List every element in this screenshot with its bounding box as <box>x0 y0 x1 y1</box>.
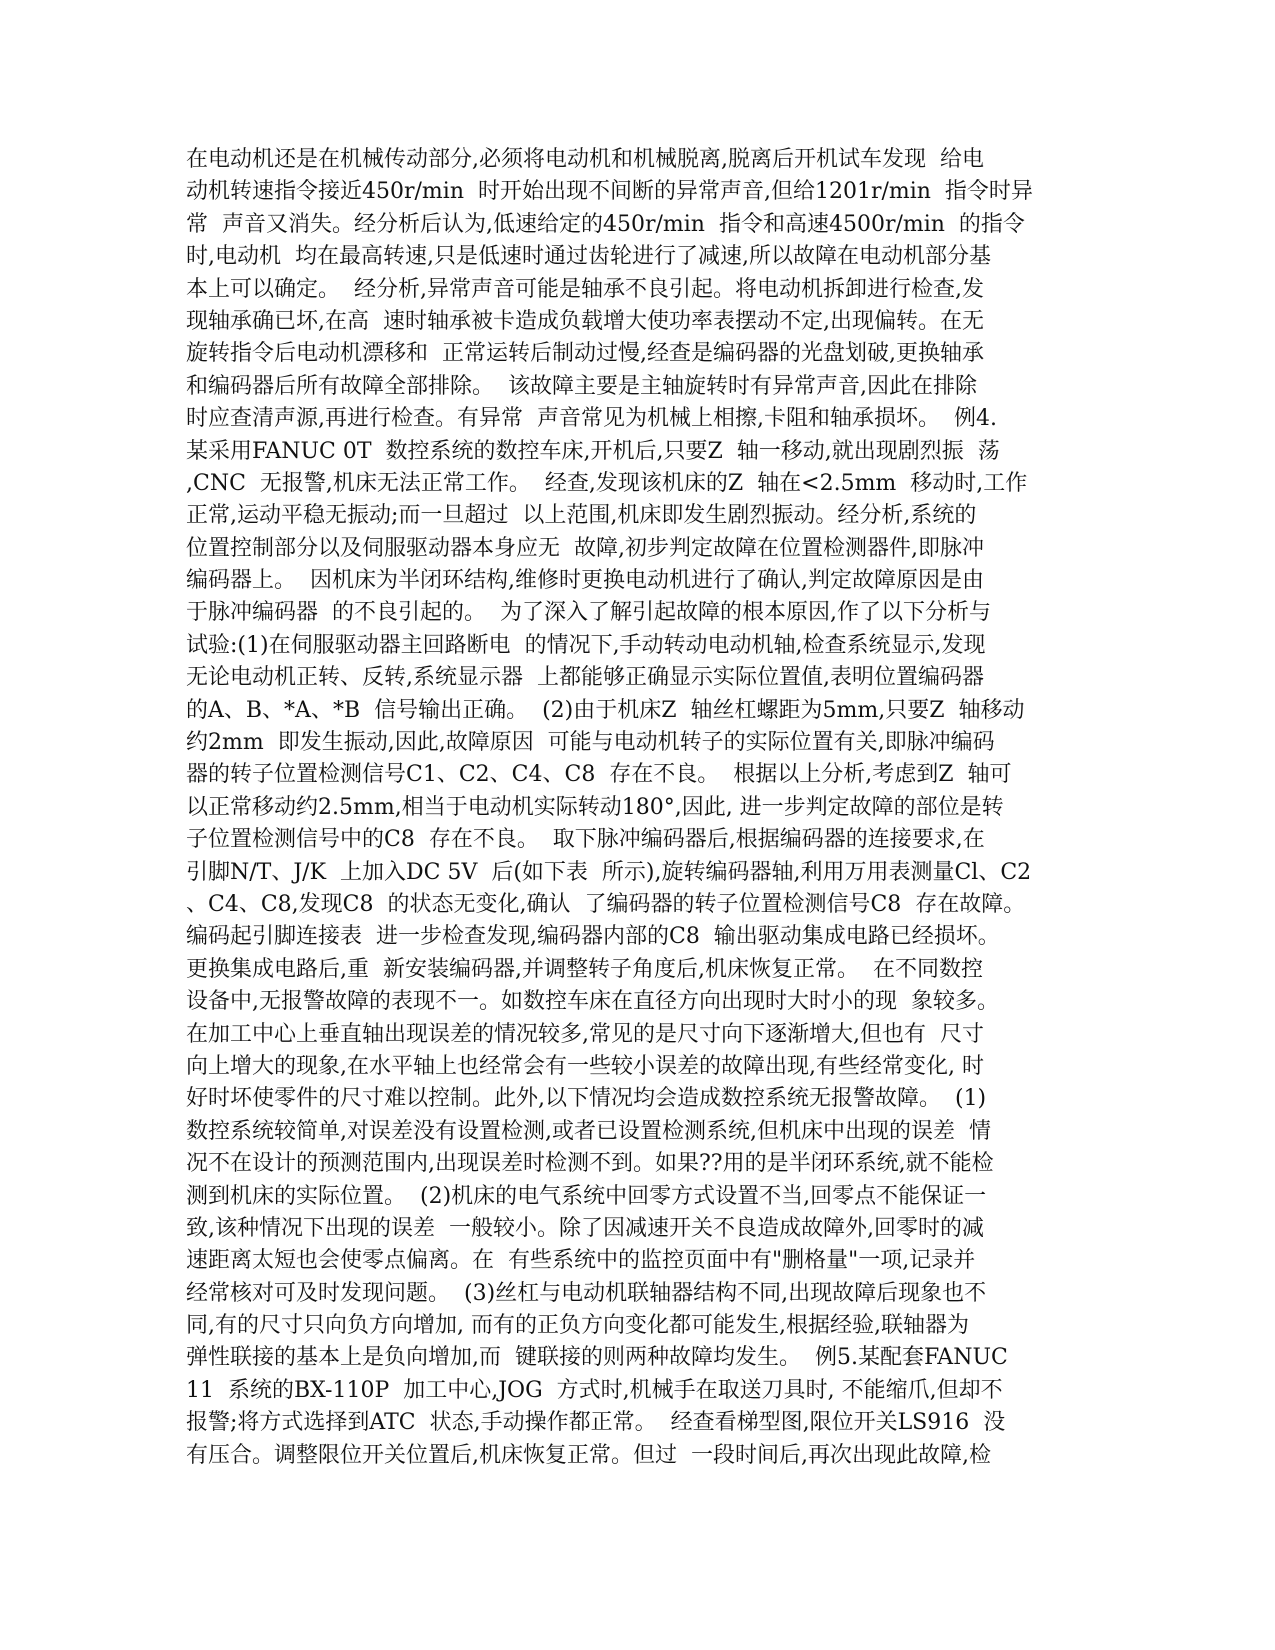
text-line: 报警;将方式选择到ATC 状态,手动操作都正常。 经查看梯型图,限位开关LS916 没 <box>186 1410 1006 1436</box>
text-line: 子位置检测信号中的C8 存在不良。 取下脉冲编码器后,根据编码器的连接要求,在 <box>186 827 985 853</box>
text-line: 同,有的尺寸只向负方向增加, 而有的正负方向变化都可能发生,根据经验,联轴器为 <box>186 1313 969 1339</box>
text-line: 器的转子位置检测信号C1、C2、C4、C8 存在不良。 根据以上分析,考虑到Z 轴可 <box>186 762 1012 788</box>
text-line: 旋转指令后电动机漂移和 正常运转后制动过慢,经查是编码器的光盘划破,更换轴承 <box>186 341 984 367</box>
text-line: 测到机床的实际位置。 (2)机床的电气系统中回零方式设置不当,回零点不能保证一 <box>186 1183 987 1209</box>
text-line: 数控系统较简单,对误差没有设置检测,或者已设置检测系统,但机床中出现的误差 情 <box>186 1118 991 1144</box>
text-line: 正常,运动平稳无振动;而一旦超过 以上范围,机床即发生剧烈振动。经分析,系统的 <box>186 503 977 529</box>
text-line: 于脉冲编码器 的不良引起的。 为了深入了解引起故障的根本原因,作了以下分析与 <box>186 600 991 626</box>
text-line: 的A、B、*A、*B 信号输出正确。 (2)由于机床Z 轴丝杠螺距为5mm,只要Z 轴移动 <box>186 697 1025 723</box>
text-line: 本上可以确定。 经分析,异常声音可能是轴承不良引起。将电动机拆卸进行检查,发 <box>186 276 984 302</box>
text-line: 速距离太短也会使零点偏离。在 有些系统中的监控页面中有"删格量"一项,记录并 <box>186 1248 976 1274</box>
text-line: 有压合。调整限位开关位置后,机床恢复正常。但过 一段时间后,再次出现此故障,检 <box>186 1442 991 1468</box>
text-line: 试验:(1)在伺服驱动器主回路断电 的情况下,手动转动电动机轴,检查系统显示,发现 <box>186 632 986 658</box>
text-line: 时,电动机 均在最高转速,只是低速时通过齿轮进行了减速,所以故障在电动机部分基 <box>186 244 991 270</box>
text-line: 经常核对可及时发现问题。 (3)丝杠与电动机联轴器结构不同,出现故障后现象也不 <box>186 1280 987 1306</box>
text-line: 现轴承确已坏,在高 速时轴承被卡造成负载增大使功率表摆动不定,出现偏转。在无 <box>186 308 984 334</box>
text-line: 向上增大的现象,在水平轴上也经常会有一些较小误差的故障出现,有些经常变化, 时 <box>186 1053 984 1079</box>
text-line: 更换集成电路后,重 新安装编码器,并调整转子角度后,机床恢复正常。 在不同数控 <box>186 956 983 982</box>
text-line: 致,该种情况下出现的误差 一般较小。除了因减速开关不良造成故障外,回零时的减 <box>186 1215 984 1241</box>
text-line: 在加工中心上垂直轴出现误差的情况较多,常见的是尺寸向下逐渐增大,但也有 尺寸 <box>186 1021 984 1047</box>
text-line: 时应查清声源,再进行检查。有异常 声音常见为机械上相擦,卡阻和轴承损坏。 例4. <box>186 406 997 432</box>
text-line: 编码器上。 因机床为半闭环结构,维修时更换电动机进行了确认,判定故障原因是由 <box>186 568 984 594</box>
text-line: 弹性联接的基本上是负向增加,而 键联接的则两种故障均发生。 例5.某配套FANUC <box>186 1345 1008 1371</box>
text-line: 好时坏使零件的尺寸难以控制。此外,以下情况均会造成数控系统无报警故障。 (1) <box>186 1086 987 1112</box>
text-line: 设备中,无报警故障的表现不一。如数控车床在直径方向出现时大时小的现 象较多。 <box>186 989 999 1015</box>
text-line: 常 声音又消失。经分析后认为,低速给定的450r/min 指令和高速4500r/min 的指令 <box>186 211 1025 237</box>
text-line: 某采用FANUC 0T 数控系统的数控车床,开机后,只要Z 轴一移动,就出现剧烈振 荡 <box>186 438 1000 464</box>
text-line: ,CNC 无报警,机床无法正常工作。 经查,发现该机床的Z 轴在<2.5mm 移动时,工作 <box>186 470 1028 496</box>
text-line: 在电动机还是在机械传动部分,必须将电动机和机械脱离,脱离后开机试车发现 给电 <box>186 147 984 172</box>
body-text <box>186 144 1096 1472</box>
text-line: 和编码器后所有故障全部排除。 该故障主要是主轴旋转时有异常声音,因此在排除 <box>186 373 977 399</box>
text-line: 引脚N/T、J/K 上加入DC 5V 后(如下表 所示),旋转编码器轴,利用万用表测量Cl、C2 <box>186 859 1032 885</box>
text-line: 况不在设计的预测范围内,出现误差时检测不到。如果??用的是半闭环系统,就不能检 <box>186 1151 994 1177</box>
text-line: 、C4、C8,发现C8 的状态无变化,确认 了编码器的转子位置检测信号C8 存在故障。 <box>186 891 1026 917</box>
text-line: 以正常移动约2.5mm,相当于电动机实际转动180°,因此, 进一步判定故障的部位是转 <box>186 794 1004 820</box>
text-line: 位置控制部分以及伺服驱动器本身应无 故障,初步判定故障在位置检测器件,即脉冲 <box>186 535 984 561</box>
text-line: 动机转速指令接近450r/min 时开始出现不间断的异常声音,但给1201r/min 指令时异 <box>186 179 1033 205</box>
text-line: 编码起引脚连接表 进一步检查发现,编码器内部的C8 输出驱动集成电路已经损坏。 <box>186 924 1000 950</box>
text-line: 11 系统的BX-110P 加工中心,JOG 方式时,机械手在取送刀具时, 不能缩爪,但却不 <box>186 1377 1003 1403</box>
text-line: 无论电动机正转、反转,系统显示器 上都能够正确显示实际位置值,表明位置编码器 <box>186 665 984 691</box>
text-line: 约2mm 即发生振动,因此,故障原因 可能与电动机转子的实际位置有关,即脉冲编码 <box>186 730 995 756</box>
